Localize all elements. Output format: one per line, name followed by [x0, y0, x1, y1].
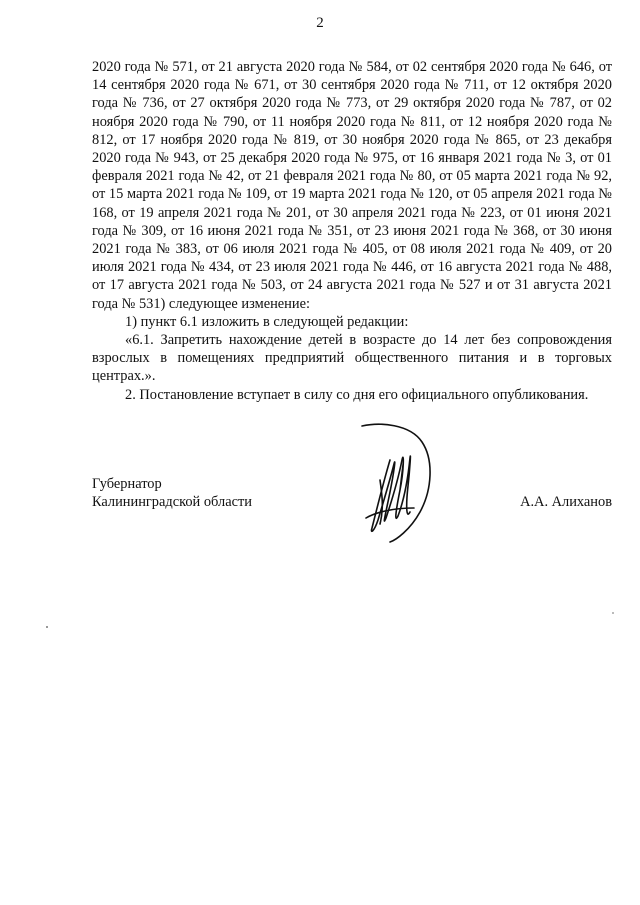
amendment-item-1-text: «6.1. Запретить нахождение детей в возрасте до 14 лет без сопровождения взрослых в помещениях предприятий общественного питания и в торговых центрах.». — [92, 332, 612, 385]
references-paragraph: 2020 года № 571, от 21 августа 2020 года № 584, от 02 сентября 2020 года № 646, от 14 сентября 2020 года № 671, от 30 сентября 2020 года № 711, от 12 октября 2020 года № 736, от 27 октября 2020 года № 773, от 29 октября 2020 года № 787, от 02 ноября 2020 года № 790, от 11 ноября 2020 года № 811, от 12 ноября 2020 года № 812, от 17 ноября 2020 года № 819, от 30 ноября 2020 года № 865, от 23 декабря 2020 года № 943, от 25 декабря 2020 года № 975, от 16 января 2021 года № 3, от 01 февраля 2021 года № 42, от 21 февраля 2021 года № 80, от 05 марта 2021 года № 92, от 15 марта 2021 года № 109, от 19 марта 2021 года № 120, от 05 апреля 2021 года № 168, от 19 апреля 2021 года № 201, от 30 апреля 2021 года № 223, от 01 июня 2021 года № 309, от 16 июня 2021 года № 351, от 23 июня 2021 года № 368, от 30 июня 2021 года № 383, от 06 июля 2021 года № 405, от 08 июля 2021 года № 409, от 20 июля 2021 года № 434, от 23 июля 2021 года № 446, от 16 августа 2021 года № 488, от 17 августа 2021 года № 503, от 24 августа 2021 года № 527 и от 31 августа 2021 года № 531) следующее изменение: — [92, 59, 612, 312]
signer-title-line-1: Губернатор — [92, 476, 162, 492]
resolution-item-2: 2. Постановление вступает в силу со дня его официального опубликования. — [125, 386, 589, 403]
amendment-item-1: 1) пункт 6.1 изложить в следующей редакции: — [125, 313, 409, 330]
document-body — [92, 58, 612, 404]
scan-speck — [46, 626, 48, 628]
page-number: 2 — [316, 15, 324, 31]
signature-block — [92, 475, 612, 511]
scan-speck — [612, 612, 614, 614]
signer-title-line-2: Калининградской области — [92, 494, 252, 511]
signer-name: А.А. Алиханов — [520, 494, 612, 511]
